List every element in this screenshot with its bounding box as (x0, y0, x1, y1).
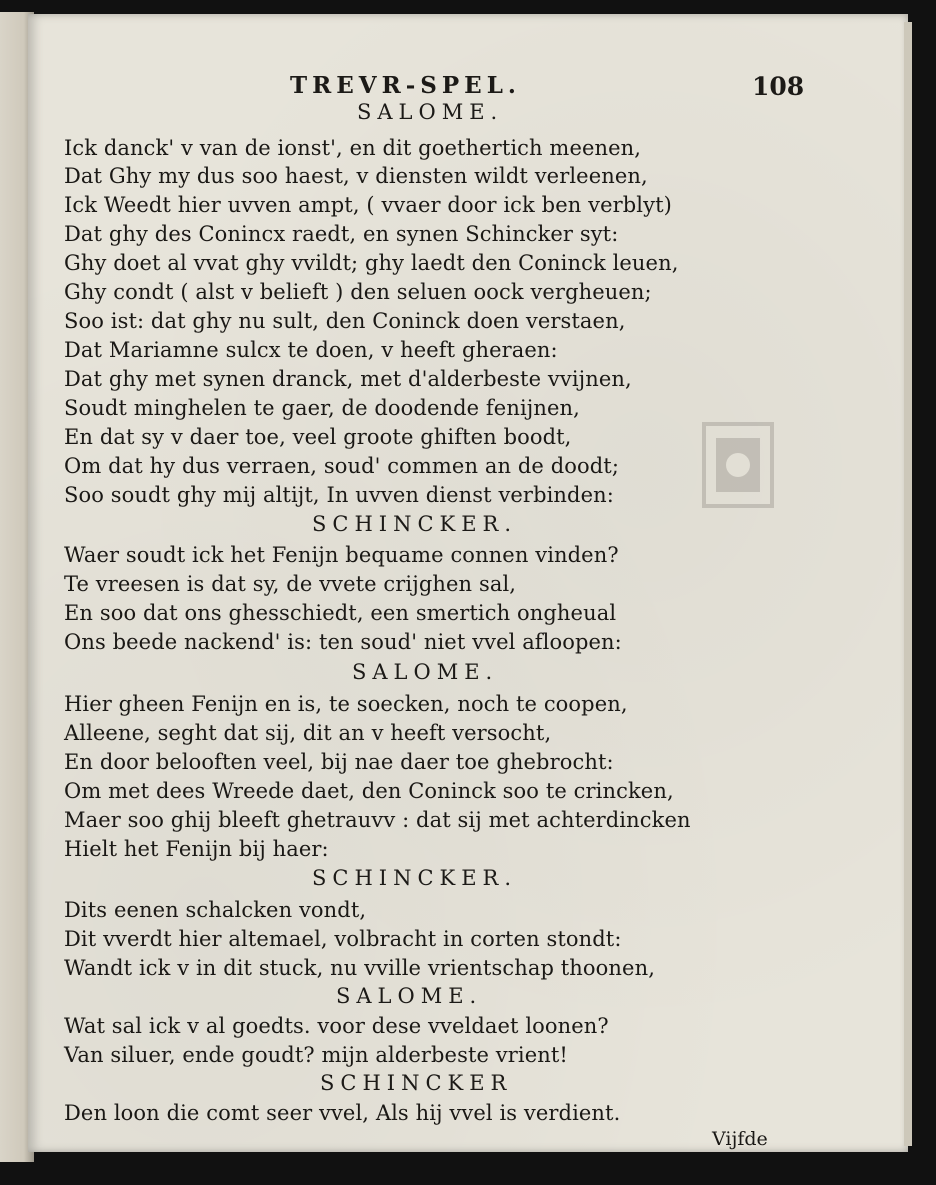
verse-line: Ick Weedt hier uvven ampt, ( vvaer door ick ben verblyt) (64, 193, 672, 217)
verse-line: Dits eenen schalcken vondt, (64, 898, 367, 922)
speaker-heading: SALOME. (357, 100, 504, 124)
verse-line: Te vreesen is dat sy, de vvete crijghen sal, (64, 572, 517, 596)
catchword: Vijfde (712, 1128, 768, 1150)
verse-line: Wandt ick v in dit stuck, nu vville vrientschap thoonen, (64, 956, 655, 980)
verse-line: Waer soudt ick het Fenijn bequame connen vinden? (64, 543, 619, 567)
verse-line: Dat ghy des Conincx raedt, en synen Schincker syt: (64, 222, 619, 246)
speaker-heading: SALOME. (352, 660, 499, 684)
speaker-heading: SALOME. (336, 984, 483, 1008)
verse-line: Om dat hy dus verraen, soud' commen an de doodt; (64, 454, 620, 478)
verse-line: Ick danck' v van de ionst', en dit goethertich meenen, (64, 136, 642, 160)
verse-line: Soudt minghelen te gaer, de doodende fenijnen, (64, 396, 580, 420)
ornament-showthrough-icon (700, 420, 776, 510)
verse-line: Wat sal ick v al goedts. voor dese vveldaet loonen? (64, 1014, 609, 1038)
page-number: 108 (752, 72, 805, 101)
verse-line: Van siluer, ende goudt? mijn alderbeste vrient! (64, 1043, 568, 1067)
page-fore-edge (904, 22, 912, 1146)
verse-line: Dat Mariamne sulcx te doen, v heeft gheraen: (64, 338, 558, 362)
verse-line: Den loon die comt seer vvel, Als hij vvel is verdient. (64, 1101, 621, 1125)
verse-line: Ghy condt ( alst v belieft ) den seluen oock vergheuen; (64, 280, 652, 304)
running-title: TREVR-SPEL. (290, 72, 521, 99)
verse-line: Ons beede nackend' is: ten soud' niet vvel afloopen: (64, 630, 622, 654)
verse-line: Dit vverdt hier altemael, volbracht in corten stondt: (64, 927, 622, 951)
verse-line: Hielt het Fenijn bij haer: (64, 837, 329, 861)
speaker-heading: SCHINCKER (320, 1071, 513, 1095)
verse-line: Maer soo ghij bleeft ghetrauvv : dat sij met achterdincken (64, 808, 691, 832)
verse-line: En dat sy v daer toe, veel groote ghiften boodt, (64, 425, 572, 449)
verse-line: Alleene, seght dat sij, dit an v heeft versocht, (64, 721, 552, 745)
verse-line: Soo ist: dat ghy nu sult, den Coninck doen verstaen, (64, 309, 626, 333)
verse-line: Dat ghy met synen dranck, met d'alderbeste vvijnen, (64, 367, 632, 391)
speaker-heading: SCHINCKER. (312, 866, 518, 890)
verse-line: Hier gheen Fenijn en is, te soecken, noch te coopen, (64, 692, 628, 716)
speaker-heading: SCHINCKER. (312, 512, 518, 536)
verse-line: Dat Ghy my dus soo haest, v diensten wildt verleenen, (64, 164, 648, 188)
verse-line: Soo soudt ghy mij altijt, In uvven dienst verbinden: (64, 483, 614, 507)
verse-line: En door belooften veel, bij nae daer toe ghebrocht: (64, 750, 614, 774)
verse-line: En soo dat ons ghesschiedt, een smertich ongheual (64, 601, 617, 625)
verse-line: Om met dees Wreede daet, den Coninck soo te crincken, (64, 779, 674, 803)
verse-line: Ghy doet al vvat ghy vvildt; ghy laedt den Coninck leuen, (64, 251, 679, 275)
